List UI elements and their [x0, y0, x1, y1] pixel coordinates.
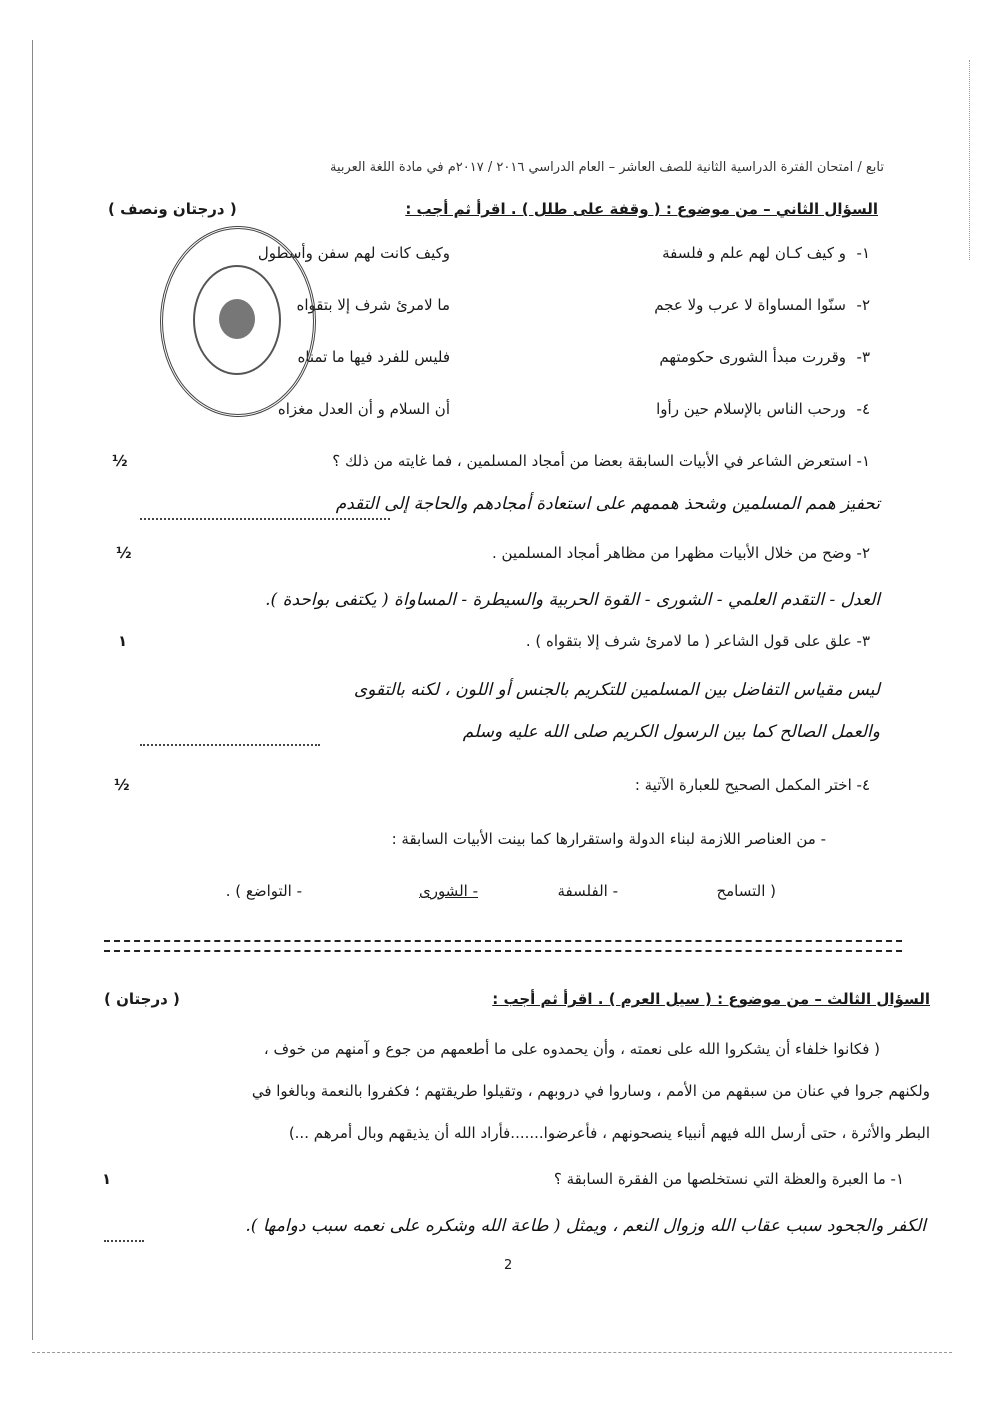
q2-question-1: ١- استعرض الشاعر في الأبيات السابقة بعضا من أمجاد المسلمين ، فما غايته من ذلك ؟: [332, 452, 870, 470]
choice-option: - التواضع ) .: [225, 882, 302, 900]
q2-title: السؤال الثاني – من موضوع : ( وقفة على طلل ) . اقرأ ثم أجب :: [405, 200, 878, 218]
choice-option: ( التسامح: [716, 882, 776, 900]
q3-passage-line-3: البطر والأثرة ، حتى أرسل الله فيهم أنبياء ينصحونهم ، فأعرضوا.......فأراد الله أن يذيقهم وبال أمرهم ...): [288, 1124, 930, 1142]
page-header: تابع / امتحان الفترة الدراسية الثانية للصف العاشر – العام الدراسي ٢٠١٦ / ٢٠١٧م في مادة اللغة العربية: [329, 160, 884, 175]
verse-number: ٢-: [856, 296, 870, 314]
choice-option-selected: - الشورى: [418, 882, 478, 900]
q2-question-2: ٢- وضح من خلال الأبيات مظهرا من مظاهر أمجاد المسلمين .: [491, 544, 870, 562]
page-number: 2: [504, 1258, 513, 1273]
q2-question-3: ٣- علق على قول الشاعر ( ما لامرئ شرف إلا بتقواه ) .: [525, 632, 870, 650]
verse-first-hemistich: و كيف كـان لهم علم و فلسفة: [662, 244, 846, 262]
q2-question-3-mark: ١: [118, 632, 128, 650]
q3-title: السؤال الثالث – من موضوع : ( سيل العرم ) . اقرأ ثم أجب :: [492, 990, 930, 1008]
q2-marks: ( درجتان ونصف ): [108, 200, 237, 218]
q2-answer-3-line-2: والعمل الصالح كما بين الرسول الكريم صلى الله عليه وسلم: [462, 722, 880, 742]
verse-second-hemistich: أن السلام و أن العدل مغزاه: [277, 400, 450, 418]
q3-question-1: ١- ما العبرة والعظة التي نستخلصها من الفقرة السابقة ؟: [553, 1170, 904, 1188]
q2-question-4-mark: ½: [114, 776, 130, 794]
q2-answer-2: العدل - التقدم العلمي - الشورى - القوة الحربية والسيطرة - المساواة ( يكتفى بواحدة ).: [265, 590, 880, 610]
scan-edge-bottom: [32, 1352, 952, 1353]
verse-number: ٤-: [856, 400, 870, 418]
q2-question-1-mark: ½: [112, 452, 128, 470]
verse-second-hemistich: ما لامرئ شرف إلا بتقواه: [296, 296, 450, 314]
answer-dotted-line: [104, 1240, 144, 1242]
answer-dotted-line: [140, 518, 390, 520]
verse-number: ١-: [856, 244, 870, 262]
verse-first-hemistich: ورحب الناس بالإسلام حين رأوا: [656, 400, 846, 418]
q2-answer-3-line-1: ليس مقياس التفاضل بين المسلمين للتكريم بالجنس أو اللون ، لكنه بالتقوى: [353, 680, 880, 700]
verse-second-hemistich: وكيف كانت لهم سفن وأسطول: [257, 244, 450, 262]
q2-question-4-statement: - من العناصر اللازمة لبناء الدولة واستقرارها كما بينت الأبيات السابقة :: [391, 830, 826, 848]
q2-answer-1: تحفيز همم المسلمين وشحذ هممهم على استعادة أمجادهم والحاجة إلى التقدم: [335, 494, 880, 514]
stamp-inner-ring: [193, 265, 281, 375]
verse-second-hemistich: فليس للفرد فيها ما تمناه: [297, 348, 450, 366]
verse-first-hemistich: سنّوا المساواة لا عرب ولا عجم: [654, 296, 846, 314]
scan-edge-right: [969, 60, 970, 260]
stamp-emblem-icon: [219, 299, 255, 339]
q3-question-1-mark: ١: [102, 1170, 112, 1188]
q3-answer-1: الكفر والجحود سبب عقاب الله وزوال النعم ، ويمثل ( طاعة الله وشكره على نعمه سبب دوامها ).: [245, 1216, 926, 1236]
q3-passage-line-1: ( فكانوا خلفاء أن يشكروا الله على نعمته ، وأن يحمدوه على ما أطعمهم من جوع و آمنهم من خوف ،: [263, 1040, 880, 1058]
scan-edge-left: [32, 40, 33, 1340]
q3-marks: ( درجتان ): [104, 990, 180, 1008]
q2-question-2-mark: ½: [116, 544, 132, 562]
section-separator: [104, 940, 902, 952]
answer-dotted-line: [140, 744, 320, 746]
q3-passage-line-2: ولكنهم جروا في عنان من سبقهم من الأمم ، وساروا في دروبهم ، وتقيلوا طريقتهم ؛ فكفروا بالنعمة وبالغوا في: [251, 1082, 930, 1100]
choice-option: - الفلسفة: [557, 882, 618, 900]
q2-question-4: ٤- اختر المكمل الصحيح للعبارة الآتية :: [634, 776, 870, 794]
verse-number: ٣-: [856, 348, 870, 366]
school-stamp: [160, 226, 316, 417]
verse-first-hemistich: وقررت مبدأ الشورى حكومتهم: [659, 348, 846, 366]
